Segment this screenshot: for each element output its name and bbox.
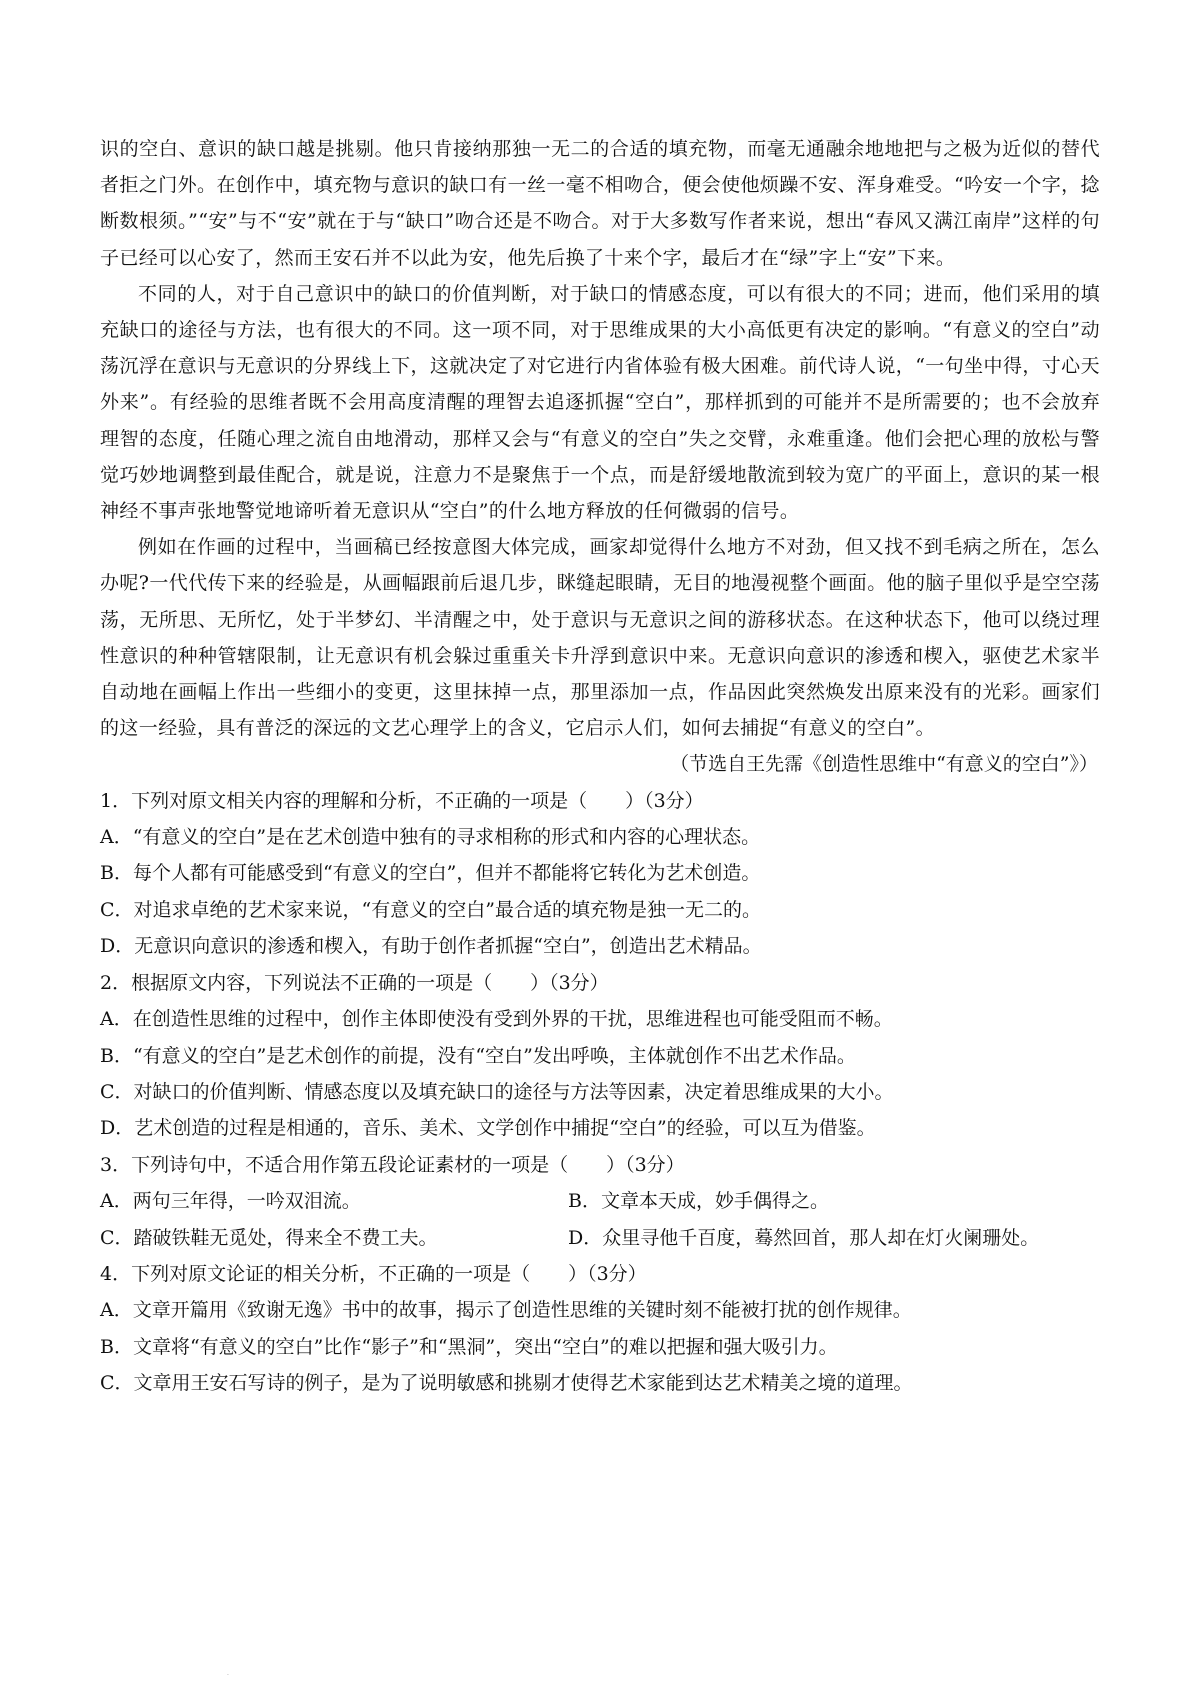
option-d: D．众里寻他千百度，蓦然回首，那人却在灯火阑珊处。 xyxy=(568,1226,1040,1249)
exam-page xyxy=(100,131,1100,1402)
question-4 xyxy=(100,1256,1100,1402)
option-a: A．在创造性思维的过程中，创作主体即使没有受到外界的干扰，思维进程也可能受阻而不畅。 xyxy=(100,1008,893,1031)
option-d: D．无意识向意识的渗透和楔入，有助于创作者抓握“空白”，创造出艺术精品。 xyxy=(100,935,762,958)
question-2 xyxy=(100,965,1100,1147)
option-c: C．对追求卓绝的艺术家来说，“有意义的空白”最合适的填充物是独一无二的。 xyxy=(100,898,761,921)
option-row xyxy=(100,1183,1100,1219)
question-1 xyxy=(100,783,1100,965)
option-b: B．“有意义的空白”是艺术创作的前提，没有“空白”发出呼唤，主体就创作不出艺术作品。 xyxy=(100,1044,856,1067)
passage-source: （节选自王先霈《创造性思维中“有意义的空白”》） xyxy=(670,753,1098,776)
option-a: A．“有意义的空白”是在艺术创造中独有的寻求相称的形式和内容的心理状态。 xyxy=(100,826,761,849)
option-b: B．文章将“有意义的空白”比作“影子”和“黑洞”，突出“空白”的难以把握和强大吸引力。 xyxy=(100,1335,838,1358)
option-row xyxy=(100,1220,1100,1256)
passage-paragraph-3: 例如在作画的过程中，当画稿已经按意图大体完成，画家却觉得什么地方不对劲，但又找不到毛病之所在，怎么办呢?一代代传下来的经验是，从画幅跟前后退几步，眯缝起眼睛，无目的地漫视整个画面。他的脑子里似乎是空空荡荡，无所思、无所忆，处于半梦幻、半清醒之中，处于意识与无意识之间的游移状态。在这种状态下，他可以绕过理性意识的种种管辖限制，让无意识有机会躲过重重关卡升浮到意识中来。无意识向意识的渗透和楔入，驱使艺术家半自动地在画幅上作出一些细小的变更，这里抹掉一点，那里添加一点，作品因此突然焕发出原来没有的光彩。画家们的这一经验，具有普泛的深远的文艺心理学上的含义，它启示人们，如何去捕捉“有意义的空白”。 xyxy=(100,536,1100,740)
option-a: A．两句三年得，一吟双泪流。 xyxy=(100,1190,361,1213)
question-stem: 4．下列对原文论证的相关分析，不正确的一项是（ ）（3分） xyxy=(100,1262,647,1285)
question-stem: 3．下列诗句中，不适合用作第五段论证素材的一项是（ ）（3分） xyxy=(100,1153,685,1176)
passage-paragraph-1: 识的空白、意识的缺口越是挑剔。他只肯接纳那独一无二的合适的填充物，而毫无通融余地地把与之极为近似的替代者拒之门外。在创作中，填充物与意识的缺口有一丝一毫不相吻合，便会使他烦躁不安、浑身难受。“吟安一个字，捻断数根须。”“安”与不“安”就在于与“缺口”吻合还是不吻合。对于大多数写作者来说，想出“春风又满江南岸”这样的句子已经可以心安了，然而王安石并不以此为安，他先后换了十来个字，最后才在“绿”字上“安”下来。 xyxy=(100,138,1100,269)
option-c: C．文章用王安石写诗的例子，是为了说明敏感和挑剔才使得艺术家能到达艺术精美之境的道理。 xyxy=(100,1372,913,1395)
option-c: C．对缺口的价值判断、情感态度以及填充缺口的途径与方法等因素，决定着思维成果的大小。 xyxy=(100,1080,894,1103)
footer-dot: · xyxy=(227,1672,229,1679)
option-b: B．每个人都有可能感受到“有意义的空白”，但并不都能将它转化为艺术创造。 xyxy=(100,862,761,885)
option-c: C．踏破铁鞋无觅处，得来全不费工夫。 xyxy=(100,1226,438,1249)
option-a: A．文章开篇用《致谢无逸》书中的故事，揭示了创造性思维的关键时刻不能被打扰的创作规律。 xyxy=(100,1299,912,1322)
option-b: B．文章本天成，妙手偶得之。 xyxy=(568,1190,829,1213)
question-stem: 1．下列对原文相关内容的理解和分析，不正确的一项是（ ）（3分） xyxy=(100,789,704,812)
option-d: D．艺术创造的过程是相通的，音乐、美术、文学创作中捕捉“空白”的经验，可以互为借鉴。 xyxy=(100,1117,876,1140)
question-stem: 2．根据原文内容，下列说法不正确的一项是（ ）（3分） xyxy=(100,971,609,994)
passage-paragraph-2: 不同的人，对于自己意识中的缺口的价值判断，对于缺口的情感态度，可以有很大的不同；进而，他们采用的填充缺口的途径与方法，也有很大的不同。这一项不同，对于思维成果的大小高低更有决定的影响。“有意义的空白”动荡沉浮在意识与无意识的分界线上下，这就决定了对它进行内省体验有极大困难。前代诗人说，“一句坐中得，寸心天外来”。有经验的思维者既不会用高度清醒的理智去追逐抓握“空白”，那样抓到的可能并不是所需要的；也不会放弃理智的态度，任随心理之流自由地滑动，那样又会与“有意义的空白”失之交臂，永难重逢。他们会把心理的放松与警觉巧妙地调整到最佳配合，就是说，注意力不是聚焦于一个点，而是舒缓地散流到较为宽广的平面上，意识的某一根神经不事声张地警觉地谛听着无意识从“空白”的什么地方释放的任何微弱的信号。 xyxy=(100,282,1100,523)
question-3 xyxy=(100,1147,1100,1256)
